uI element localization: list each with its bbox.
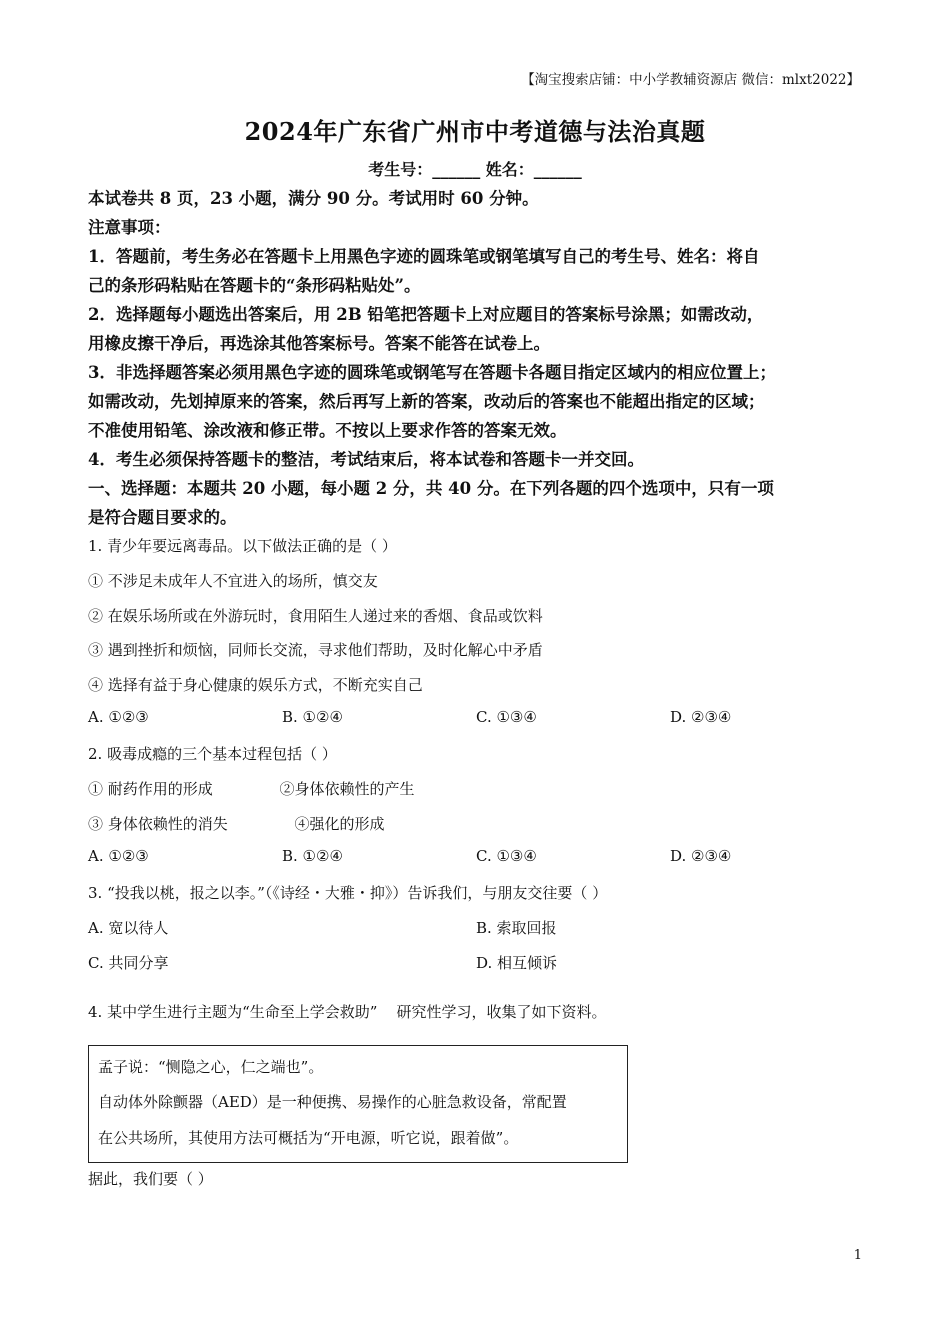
question-2-option-a: A. ①②③ — [88, 847, 149, 865]
question-3-option-d: D. 相互倾诉 — [476, 954, 558, 972]
question-3-option-a: A. 宽以待人 — [88, 919, 169, 937]
notice-line: 2．选择题每小题选出答案后，用 2B 铅笔把答题卡上对应题目的答案标号涂黑；如需改动， — [88, 305, 764, 324]
material-line: 在公共场所，其使用方法可概括为“开电源，听它说，跟着做”。 — [98, 1129, 519, 1147]
question-2-item: ① 耐药作用的形成 ②身体依赖性的产生 — [88, 780, 415, 798]
question-1-option-c: C. ①③④ — [476, 708, 537, 726]
page-number: 1 — [853, 1248, 862, 1263]
page-title: 2024年广东省广州市中考道德与法治真题 — [244, 117, 706, 146]
material-box — [88, 1045, 628, 1163]
examinee-line: 考生号：______ 姓名：______ — [368, 160, 582, 179]
notice-line: 己的条形码粘贴在答题卡的“条形码粘贴处”。 — [88, 276, 421, 295]
notice-line: 4．考生必须保持答题卡的整洁，考试结束后，将本试卷和答题卡一并交回。 — [88, 450, 644, 469]
intro-text: 本试卷共 8 页，23 小题，满分 90 分。考试用时 60 分钟。 — [88, 189, 539, 208]
section-heading: 是符合题目要求的。 — [88, 508, 237, 527]
material-line: 孟子说：“恻隐之心，仁之端也”。 — [98, 1058, 324, 1076]
question-2-option-c: C. ①③④ — [476, 847, 537, 865]
question-3-option-b: B. 索取回报 — [476, 919, 557, 937]
question-2-stem: 2. 吸毒成瘾的三个基本过程包括（ ） — [88, 745, 337, 763]
header-note: 【淘宝搜索店铺：中小学教辅资源店 微信：mlxt2022】 — [521, 72, 860, 88]
section-heading: 一、选择题：本题共 20 小题，每小题 2 分，共 40 分。在下列各题的四个选项中，只有一项 — [88, 479, 774, 498]
question-2-item: ③ 身体依赖性的消失 ④强化的形成 — [88, 815, 385, 833]
question-1-item: ④ 选择有益于身心健康的娱乐方式，不断充实自己 — [88, 676, 423, 694]
question-2-option-b: B. ①②④ — [282, 847, 343, 865]
notice-line: 如需改动，先划掉原来的答案，然后再写上新的答案，改动后的答案也不能超出指定的区域； — [88, 392, 765, 411]
notice-line: 用橡皮擦干净后，再选涂其他答案标号。答案不能答在试卷上。 — [88, 334, 550, 353]
notice-line: 不准使用铅笔、涂改液和修正带。不按以上要求作答的答案无效。 — [88, 421, 567, 440]
notice-heading: 注意事项： — [88, 218, 171, 237]
question-1-item: ① 不涉足未成年人不宜进入的场所，慎交友 — [88, 572, 378, 590]
question-1-option-b: B. ①②④ — [282, 708, 343, 726]
question-1-option-a: A. ①②③ — [88, 708, 149, 726]
notice-line: 1．答题前，考生务必在答题卡上用黑色字迹的圆珠笔或钢笔填写自己的考生号、姓名：将自 — [88, 247, 760, 266]
question-4-stem: 4. 某中学生进行主题为“生命至上学会救助” 研究性学习，收集了如下资料。 — [88, 1003, 607, 1021]
question-1-item: ② 在娱乐场所或在外游玩时，食用陌生人递过来的香烟、食品或饮料 — [88, 607, 543, 625]
question-1-item: ③ 遇到挫折和烦恼，同师长交流，寻求他们帮助，及时化解心中矛盾 — [88, 641, 543, 659]
question-2-option-d: D. ②③④ — [670, 847, 732, 865]
question-3-stem: 3. “投我以桃，报之以李。”（《诗经・大雅・抑》）告诉我们，与朋友交往要（ ） — [88, 884, 608, 902]
question-4-followup: 据此，我们要（ ） — [88, 1170, 213, 1188]
notice-line: 3．非选择题答案必须用黑色字迹的圆珠笔或钢笔写在答题卡各题目指定区域内的相应位置上； — [88, 363, 776, 382]
material-line: 自动体外除颤器（AED）是一种便携、易操作的心脏急救设备，常配置 — [98, 1093, 567, 1111]
question-1-option-d: D. ②③④ — [670, 708, 732, 726]
question-1-stem: 1. 青少年要远离毒品。以下做法正确的是（ ） — [88, 537, 397, 555]
question-3-option-c: C. 共同分享 — [88, 954, 169, 972]
